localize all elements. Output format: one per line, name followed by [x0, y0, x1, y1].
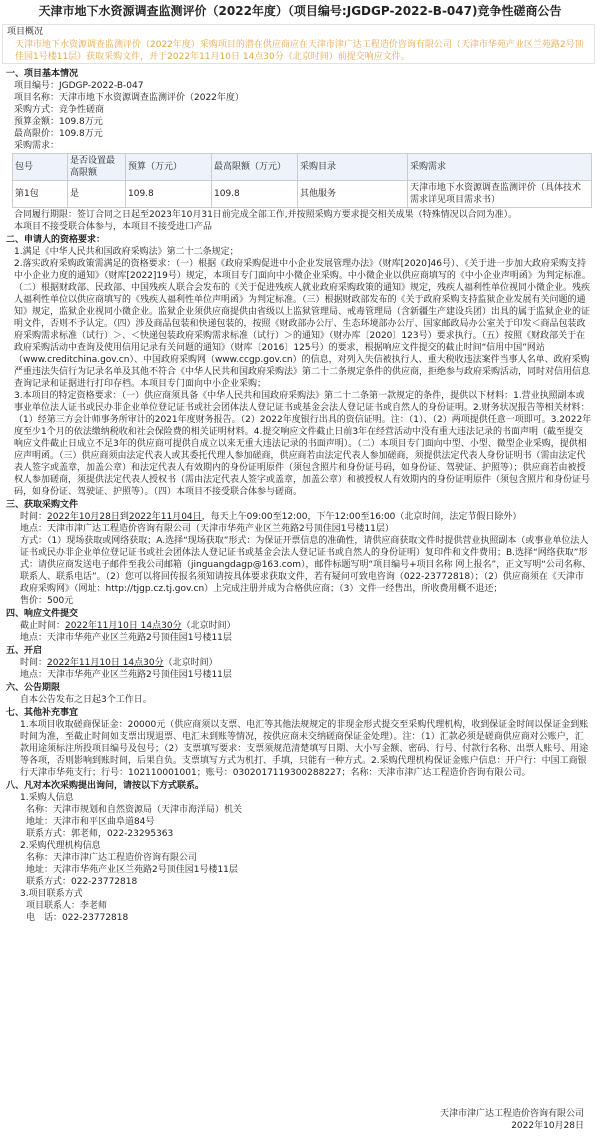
- contract-term: 合同履行期限：签订合同之日起至2023年10月31日前完成全部工作,并按照采购方要求提交相关成果（特殊情况以合同为准）。: [14, 210, 518, 220]
- notice-period: 自本公告发布之日起3个工作日。: [20, 695, 152, 705]
- announcement-body: [6, 67, 592, 924]
- table-row: [13, 181, 592, 208]
- section-2-title: 二、申请人的资格要求：: [6, 235, 106, 245]
- project-summary-box: [2, 24, 595, 64]
- acquire-time: [6, 511, 592, 523]
- opening-time-tz: （北京时间）: [163, 658, 218, 668]
- procurement-needs-label: 采购需求：: [14, 141, 60, 151]
- column-header: 最高限额（万元）: [212, 154, 298, 181]
- acquire-end-date: 2022年11月04日: [128, 512, 202, 522]
- deadline-label: 截止时间：: [20, 621, 66, 631]
- deadline-tz: （北京时间）: [181, 621, 236, 631]
- column-header: 是否设置最高限额: [68, 154, 126, 181]
- qualification-3: 3.本项目的特定资格要求：（一）供应商须具备《中华人民共和国政府采购法》第二十二条第一款规定的条件，提供以下材料：1.营业执照副本或事业单位法人证书或民办非企业单位登记证书或社会团体法人登记证书或基金会法人登记证书或自然人的身份证明。2.财务状况报告等相关材料：（1）经第三方会计师事务所审计的2021年度财务报告。（2）2022年度银行出具的资信证明。注：（1）、（2）两项提供任意一项即可。3.2022年度至少1个月的依法缴纳税收和社会保险费的相关证明材料。4.提交响应文件截止日前3年在经营活动中没有重大违法记录的书面声明（截至提交响应文件截止日成立不足3年的供应商可提供自成立以来无重大违法记录的书面声明）。（二）本项目专门面向中型、小型、微型企业采购，提供相应声明函。（三）供应商须由法定代表人或其委托代理人参加磋商，供应商若由法定代表人参加磋商，须提供法定代表人身份证明书（需由法定代表人签字或盖章，加盖公章）和法定代表人有效期内的身份证明原件（须包含照片和身份证号码，如身份证、驾驶证、护照等）；供应商若由被授权人参加磋商，须提供法定代表人授权书（需由法定代表人签字或盖章，加盖公章）和被授权人有效期内的身份证明原件（须包含照片和身份证号码，如身份证、驾驶证、护照等）。（四）本项目不接受联合体参与磋商。: [14, 391, 592, 497]
- table-cell: 是: [68, 181, 126, 208]
- summary-heading: 项目概况: [7, 27, 44, 37]
- agency-contact: 联系方式：022-23772818: [26, 877, 138, 887]
- agency-title: 2.采购代理机构信息: [20, 841, 101, 851]
- purchaser-name: 名称：天津市规划和自然资源局（天津市海洋局）机关: [26, 805, 243, 815]
- signature-date: 2022年10月28日: [511, 1121, 584, 1131]
- table-cell: 109.8: [126, 181, 212, 208]
- acquire-time-label: 时间：: [20, 512, 48, 522]
- signature-org: 天津市津广达工程造价咨询有限公司: [439, 1109, 584, 1119]
- project-contact-person: 项目联系人：李老师: [26, 901, 108, 911]
- column-header: 采购目录: [298, 154, 408, 181]
- purchaser-contact: 联系方式：郭老师，022-23295363: [26, 829, 174, 839]
- section-1-title: 一、项目基本情况: [6, 69, 79, 79]
- section-5-title: 五、开启: [6, 646, 43, 656]
- supplementary-info: 1.本项目收取磋商保证金：20000元（供应商须以支票、电汇等其他法规规定的非现金形式提交至采购代理机构，收到保证金时间以保证金到账时间为准，至截止时间如支票出现退票、电汇未到账等情况，按供应商未交纳磋商保证金处理）。注：（1）汇款必须是磋商供应商对公账户，汇款用途须标注所投项目编号及包号；（2）支票填写要求：支票须规范清楚填写日期、大小写金额、密码、行号、付款行名称、出票人账号、用途等各项，否则影响到账时间，后果自负。支票填写方式为机打、手填，只能有一种方式。2.采购代理机构保证金账户信息：开户行：中国工商银行天津市华苑支行；行号：102110001001；账号：0302017119300288227；名称：天津市津广达工程造价咨询有限公司。: [20, 720, 589, 778]
- page-title: 天津市地下水资源调查监测评价（2022年度）（项目编号:JGDGP-2022-B-047)竞争性磋商公告: [38, 4, 562, 18]
- project-contact-phone: 电 话：022-23772818: [26, 913, 129, 923]
- agency-name: 名称：天津市津广达工程造价咨询有限公司: [26, 853, 198, 863]
- acquire-hours: ，每天上午09:00至12:00，下午12:00至16:00（北京时间，法定节假日除外）: [201, 512, 522, 522]
- purchaser-address: 地址：天津市和平区曲阜道84号: [26, 817, 155, 827]
- deadline-value: 2022年11月10日 14点30分: [65, 621, 182, 631]
- opening-time-label: 时间：: [20, 658, 48, 668]
- submission-deadline: [6, 620, 592, 632]
- section-4-title: 四、响应文件提交: [6, 609, 79, 619]
- table-cell: 其他服务: [298, 181, 408, 208]
- section-6-title: 六、公告期限: [6, 683, 61, 693]
- opening-time-value: 2022年11月10日 14点30分: [47, 658, 164, 668]
- summary-text: 天津市地下水资源调查监测评价（2022年度）采购项目的潜在供应商应在天津市津广达工程造价咨询有限公司（天津市华苑产业区兰苑路2号顶佳园1号楼11层）获取采购文件，并于2022年11月10日 14点30分（北京时间）前提交响应文件。: [15, 40, 584, 62]
- column-header: 包号: [13, 154, 68, 181]
- project-name: 项目名称：天津市地下水资源调查监测评价（2022年度）: [14, 93, 244, 103]
- project-contact-title: 3.项目联系方式: [20, 889, 83, 899]
- opening-place: 地点：天津市华苑产业区兰苑路2号顶佳园1号楼11层: [20, 670, 232, 680]
- project-number: 项目编号：JGDGP-2022-B-047: [14, 81, 144, 91]
- consortium-note: 本项目不接受联合体参与，本项目不接受进口产品: [14, 222, 213, 232]
- package-table: [12, 153, 592, 208]
- qualification-1: 1.满足《中华人民共和国政府采购法》第二十二条规定；: [14, 247, 239, 257]
- submission-place: 地点：天津市华苑产业区兰苑路2号顶佳园1号楼11层: [20, 633, 232, 643]
- opening-time: [6, 657, 592, 669]
- document-price: 售价：500元: [20, 596, 74, 606]
- acquire-method: 方式：（1）现场获取或网络获取；A.选择“现场获取”形式：为保证开票信息的准确性，请供应商获取文件时提供营业执照副本（或事业单位法人证书或民办非企业单位登记证书或社会团体法人登记证书或基金会法人登记证书或自然人的身份证明）复印件和文件费用；B.选择“网络获取”形式：请供应商发送电子邮件至我公司邮箱（jinguangdagp@163.com），邮件标题写明“项目编号+项目名称 网上报名”，正文写明“公司名称、联系人、联系电话”。（2）您可以将回传报名须知请按具体要求获取文件，若有疑问可致电咨询（022-23772818）；（2）供应商须在《天津市政府采购网》（网址：http://tjgp.cz.tj.gov.cn）上完成注册并成为合格供应商；（3）文件一经售出，所收费用概不退还；: [20, 536, 591, 594]
- section-3-title: 三、获取采购文件: [6, 500, 79, 510]
- max-price: 最高限价：109.8万元: [14, 129, 103, 139]
- purchaser-title: 1.采购人信息: [20, 793, 74, 803]
- acquire-place: 地点：天津市津广达工程造价咨询有限公司（天津市华苑产业区兰苑路2号顶佳园1号楼11层）: [20, 524, 394, 534]
- acquire-start-date: 2022年10月28日: [47, 512, 120, 522]
- table-cell: 天津市地下水资源调查监测评价（具体技术需求详见项目需求书）: [408, 181, 592, 208]
- table-cell: 109.8: [212, 181, 298, 208]
- column-header: 预算（万元）: [126, 154, 212, 181]
- table-cell: 第1包: [13, 181, 68, 208]
- signature-block: [440, 1108, 584, 1132]
- agency-address: 地址：天津市华苑产业区兰苑路2号顶佳园1号楼11层: [26, 865, 238, 875]
- package-table-header-row: [13, 154, 592, 181]
- procurement-method: 采购方式：竞争性磋商: [14, 105, 105, 115]
- section-7-title: 七、其他补充事宜: [6, 708, 79, 718]
- budget-amount: 预算金额：109.8万元: [14, 117, 103, 127]
- acquire-to: 到: [119, 512, 129, 522]
- column-header: 采购需求: [408, 154, 592, 181]
- qualification-2: 2.落实政府采购政策需满足的资格要求：（一）根据《政府采购促进中小企业发展管理办法》（财库[2020]46号）、《关于进一步加大政府采购支持中小企业力度的通知》（财库[2022]19号）规定，本项目专门面向中小微企业采购。中小微企业以供应商填写的《中小企业声明函》为判定标准。（二）根据财政部、民政部、中国残疾人联合会发布的《关于促进残疾人就业政府采购政策的通知》规定，残疾人福利性单位视同小微企业。残疾人福利性单位以供应商填写的《残疾人福利性单位声明函》为判定标准。（三）根据财政部发布的《关于政府采购支持监狱企业发展有关问题的通知》规定，监狱企业视同小微企业。监狱企业须供应商提供由省级以上监狱管理局、戒毒管理局（含新疆生产建设兵团）出具的属于监狱企业的证明文件，否则不予认定。（四）涉及商品包装和快递包装的，按照《财政部办公厅、生态环境部办公厅、国家邮政局办公室关于印发＜商品包装政府采购需求标准（试行）＞、＜快递包装政府采购需求标准（试行）＞的通知》（财办库〔2020〕123号）要求执行。（五）按照《财政部关于在政府采购活动中查询及使用信用记录有关问题的通知》（财库〔2016〕125号）的要求，根据响应文件提交的截止时间“信用中国”网站（www.creditchina.gov.cn）、中国政府采购网（www.ccgp.gov.cn）的信息，对列入失信被执行人、重大税收违法案件当事人名单、政府采购严重违法失信行为记录名单及其他不符合《中华人民共和国政府采购法》第二十二条规定条件的供应商，拒绝参与政府采购活动，同时对信用信息查询记录和证据进行打印存档。本项目专门面向中小企业采购；: [14, 259, 591, 389]
- section-8-title: 八、凡对本次采购提出询问，请按以下方式联系。: [6, 781, 205, 791]
